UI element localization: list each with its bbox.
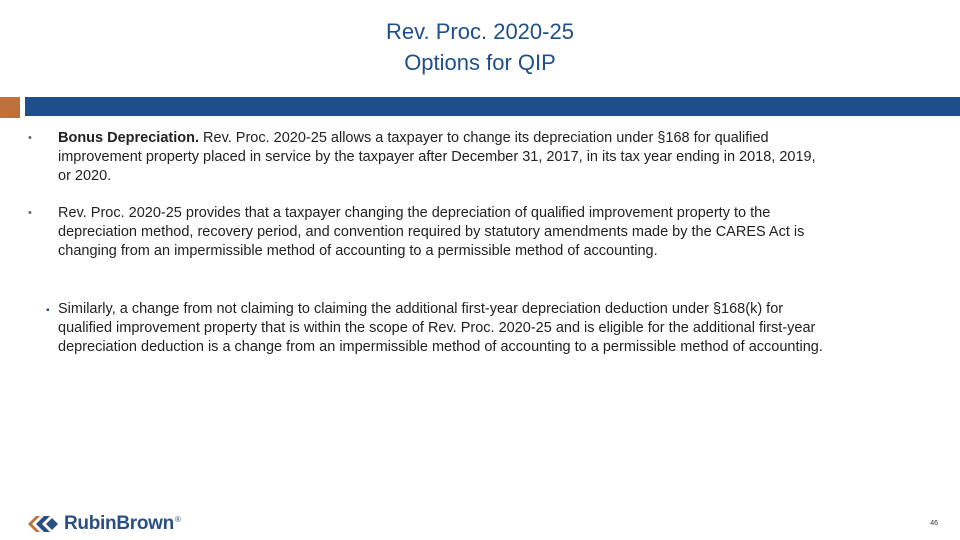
bullet-list — [28, 129, 828, 279]
bullet-body: Rev. Proc. 2020-25 allows a taxpayer to change its depreciation under §168 for qualified improvement property placed in service by the taxpayer after December 31, 2017, in its tax year ending in 2018, 2019, or 2020. — [58, 130, 816, 184]
sub-bullet-item — [46, 300, 826, 357]
bullet-bold-lead: Bonus Depreciation. — [58, 130, 199, 146]
title-rule-orange-block — [0, 97, 20, 118]
slide-title-line-2: Options for QIP — [404, 50, 556, 75]
logo-wordmark — [64, 513, 181, 535]
bullet-marker: • — [28, 207, 32, 219]
page-number: 46 — [930, 520, 938, 527]
rubinbrown-logo — [28, 513, 181, 535]
bullet-body: Rev. Proc. 2020-25 provides that a taxpayer changing the depreciation of qualified improvement property to the depreciation method, recovery period, and convention required by statutory amendments made by the CARES Act is changing from an impermissible method of accounting to a permissible method of accounting. — [58, 205, 805, 259]
square-bullet-icon: ▪ — [46, 305, 50, 316]
bullet-marker: • — [28, 132, 32, 144]
sub-bullet-text: Similarly, a change from not claiming to claiming the additional first-year depreciation deduction under §168(k) for qualified improvement property that is within the scope of Rev. Proc. 2020-25 and is eligible for the additional first-year depreciation deduction is a change from an impermissible method of accounting to a permissible method of accounting. — [58, 301, 823, 355]
bullet-item-impermissible-method — [28, 204, 828, 261]
slide-title-line-1: Rev. Proc. 2020-25 — [386, 19, 574, 44]
bullet-text — [58, 129, 828, 186]
slide-title — [0, 16, 960, 78]
bullet-item-bonus-depreciation — [28, 129, 828, 186]
logo-name: RubinBrown — [64, 513, 174, 534]
registered-mark: ® — [174, 514, 181, 524]
rubinbrown-diamond-logo-icon — [28, 514, 58, 534]
title-rule-blue-bar — [25, 97, 960, 116]
